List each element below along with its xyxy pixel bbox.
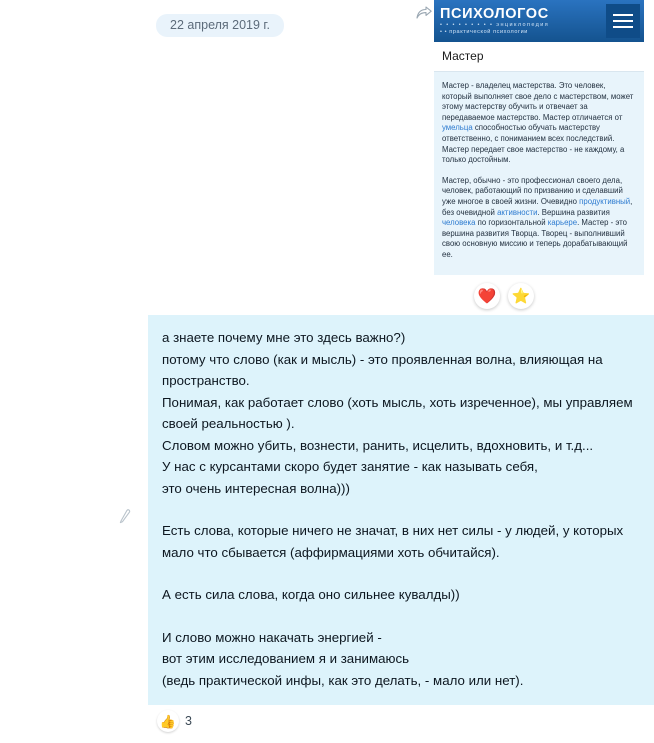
- preview-reactions: [474, 283, 534, 309]
- link-preview-card[interactable]: [434, 0, 644, 275]
- heart-reaction-icon[interactable]: ❤️: [474, 283, 500, 309]
- message-line-4: Словом можно убить, вознести, ранить, исцелить, вдохновить, и т.д...: [162, 437, 594, 453]
- preview-link-produktivnyj[interactable]: продуктивный: [579, 196, 631, 206]
- preview-link-aktivnosti[interactable]: активности: [497, 207, 538, 217]
- message-spacer-2: [162, 563, 640, 584]
- preview-header: [434, 0, 644, 42]
- preview-paragraph-1: Мастер - владелец мастерства. Это человек, который выполняет свое дело с мастерством, может этому мастерству обучить и отвечает за передаваемое мастерство. Мастер отличается от умельца способностью обучать мастерству ответственно, с пониманием всех последствий. Мастер передает свое мастерство - не каждому, а только достойным.: [442, 81, 634, 165]
- message-line-2: потому что слово (как и мысль) - это проявленная волна, влияющая на пространство.: [162, 351, 603, 388]
- preview-brand-sub2: • • практической психологии: [440, 28, 528, 35]
- message-bubble[interactable]: [148, 315, 654, 705]
- preview-link-umelca[interactable]: умельца: [442, 123, 473, 133]
- message-reaction-row[interactable]: [157, 710, 192, 732]
- reaction-count: 3: [185, 714, 192, 728]
- hamburger-menu-icon[interactable]: [606, 4, 640, 38]
- preview-article-body: [434, 72, 644, 275]
- message-line-1: а знаете почему мне это здесь важно?): [162, 330, 406, 345]
- forward-arrow-icon: [416, 6, 432, 20]
- message-spacer-3: [162, 606, 640, 627]
- message-line-9: (ведь практической инфы, как это делать, - мало или нет).: [162, 672, 524, 688]
- message-spacer-1: [162, 499, 640, 520]
- thumbs-up-icon[interactable]: 👍: [157, 710, 179, 732]
- message-line-6: это очень интересная волна))): [162, 480, 350, 496]
- message-line-7: И слово можно накачать энергией -: [162, 629, 382, 645]
- date-divider-row: [0, 14, 440, 37]
- message-line-8: вот этим исследованием я и занимаюсь: [162, 651, 410, 666]
- date-divider-label: 22 апреля 2019 г.: [156, 14, 284, 37]
- message-line-3: Понимая, как работает слово (хоть мысль, хоть изреченное), мы управляем своей реальностью ).: [162, 394, 633, 431]
- star-reaction-icon[interactable]: ⭐: [508, 283, 534, 309]
- pencil-edit-icon[interactable]: [118, 508, 132, 524]
- preview-brand: [440, 7, 549, 36]
- preview-link-karyere[interactable]: карьере: [547, 218, 578, 228]
- message-paragraph-2: Есть слова, которые ничего не значат, в них нет силы - у людей, у которых мало что сбывается (аффирмациями хоть обчитайся).: [162, 523, 624, 560]
- message-paragraph-3: А есть сила слова, когда оно сильнее кувалды)): [162, 587, 460, 602]
- preview-article-title: Мастер: [434, 42, 644, 72]
- preview-brand-title: ПСИХОЛОГОС: [440, 5, 549, 22]
- preview-link-cheloveka[interactable]: человека: [442, 218, 476, 228]
- preview-brand-sub1: • • • • • • • • • энциклопедия: [440, 21, 550, 28]
- message-line-5: У нас с курсантами скоро будет занятие - как называть себя,: [162, 459, 538, 474]
- preview-paragraph-2: Мастер, обычно - это профессионал своего дела, человек, работающий по призванию и сделавший уже многое в своей жизни. Очевидно продуктивный, без очевидной активности. Вершина развития человека по горизонтальной карьере. Мастер - это вершина развития Творца. Творец - выполнивший свою основную миссию и теперь дорабатывающий ее.: [442, 175, 633, 259]
